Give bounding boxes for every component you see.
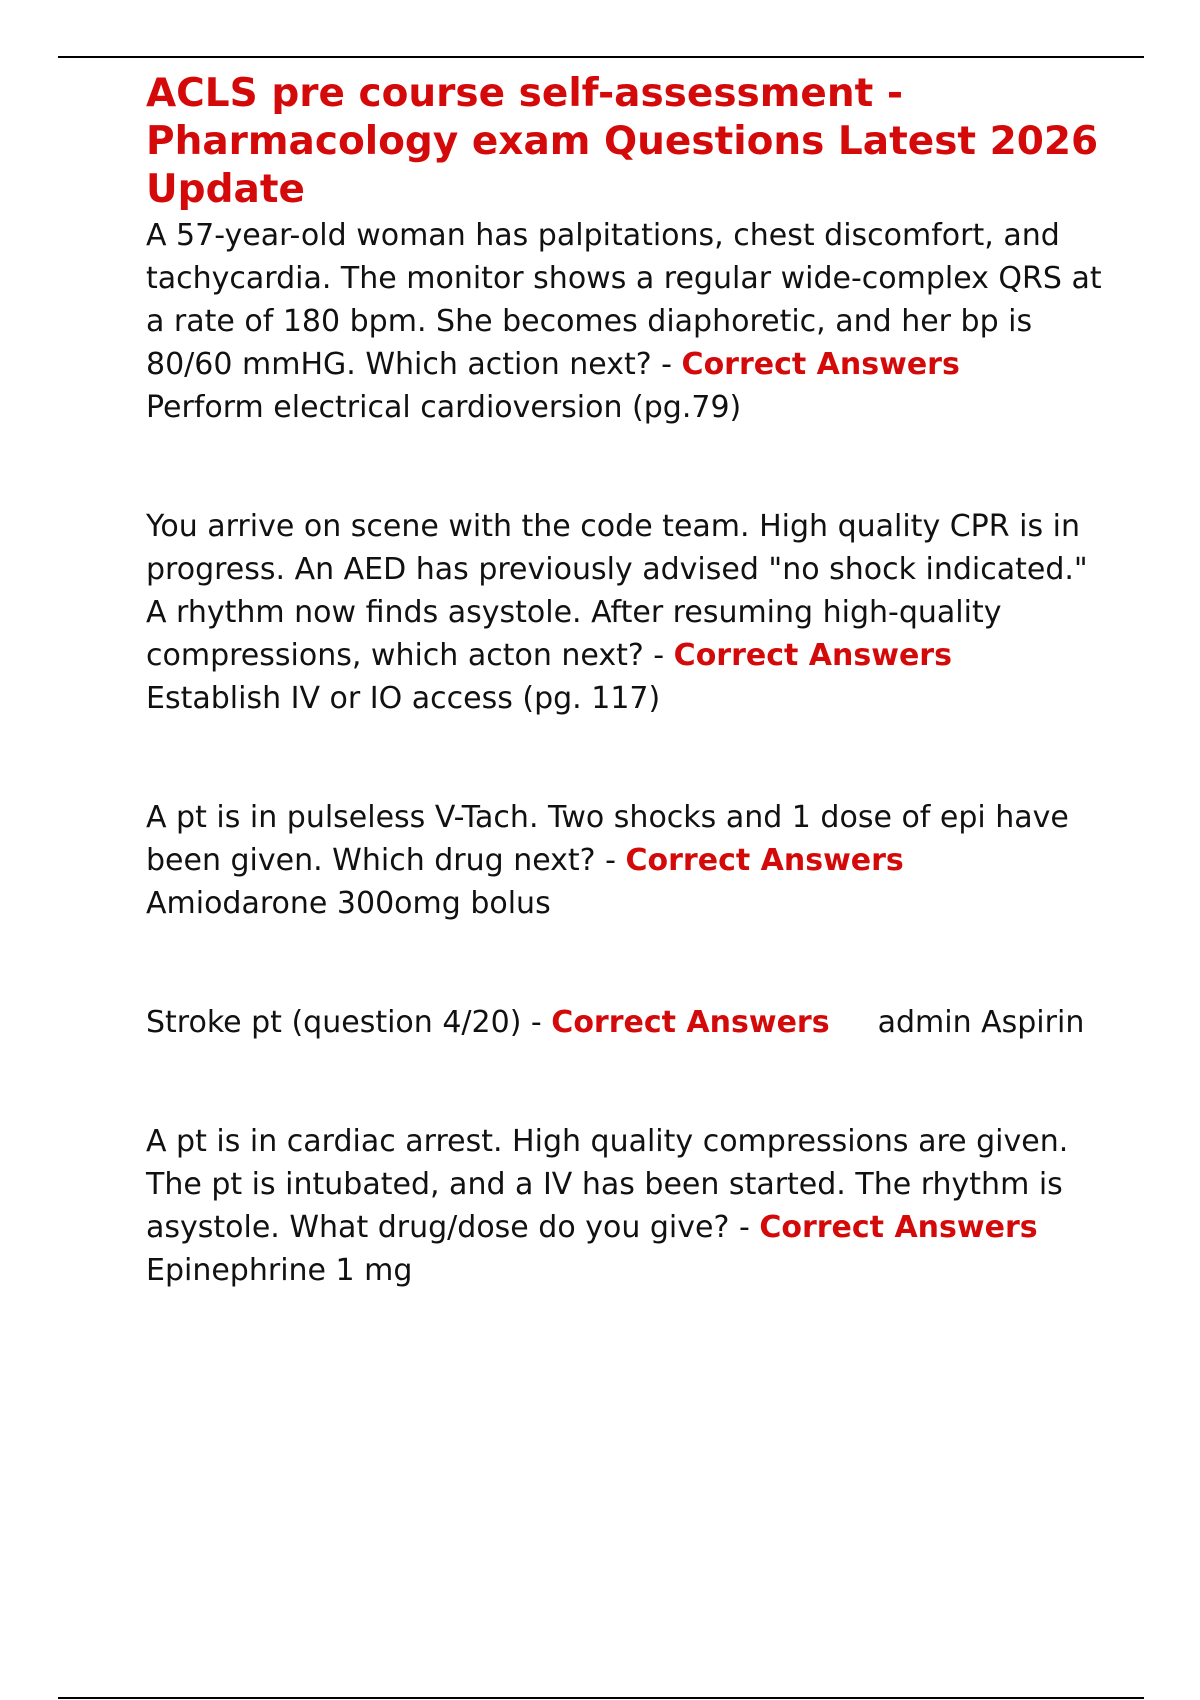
document-title: ACLS pre course self-assessment - Pharmacology exam Questions Latest 2026 Update [146, 71, 1099, 212]
question-text: A pt is in pulseless V-Tach. Two shocks and 1 dose of epi have been given. Which drug next? - [146, 800, 1069, 878]
answer-text: Amiodarone 300omg bolus [146, 886, 551, 921]
answer-label: Correct Answers [625, 843, 904, 878]
qa-item-1 [146, 214, 1106, 429]
answer-text: Perform electrical cardioversion (pg.79) [146, 390, 742, 425]
answer-text: admin Aspirin [877, 1005, 1085, 1040]
document-body [146, 70, 1106, 1292]
question-text: Stroke pt (question 4/20) - [146, 1005, 552, 1040]
question-text: A 57-year-old woman has palpitations, chest discomfort, and tachycardia. The monitor shows a regular wide-complex QRS at a rate of 180 bpm. She becomes diaphoretic, and her bp is 80/60 mmHG. Which action next? - [146, 218, 1102, 382]
qa-item-5 [146, 1120, 1106, 1292]
header-rule [58, 56, 1144, 58]
answer-text: Epinephrine 1 mg [146, 1253, 413, 1288]
answer-label: Correct Answers [551, 1005, 830, 1040]
answer-label: Correct Answers [759, 1210, 1038, 1245]
qa-item-3 [146, 796, 1106, 925]
question-text: You arrive on scene with the code team. High quality CPR is in progress. An AED has previously advised "no shock indicated." A rhythm now finds asystole. After resuming high-quality compressions, which acton next? - [146, 509, 1088, 673]
answer-label: Correct Answers [681, 347, 960, 382]
answer-label: Correct Answers [673, 638, 952, 673]
qa-item-2 [146, 505, 1106, 720]
qa-item-4 [146, 1001, 1106, 1044]
question-text: A pt is in cardiac arrest. High quality compressions are given. The pt is intubated, and a IV has been started. The rhythm is asystole. What drug/dose do you give? - [146, 1124, 1069, 1245]
answer-text: Establish IV or IO access (pg. 117) [146, 681, 661, 716]
footer-rule [58, 1697, 1144, 1699]
